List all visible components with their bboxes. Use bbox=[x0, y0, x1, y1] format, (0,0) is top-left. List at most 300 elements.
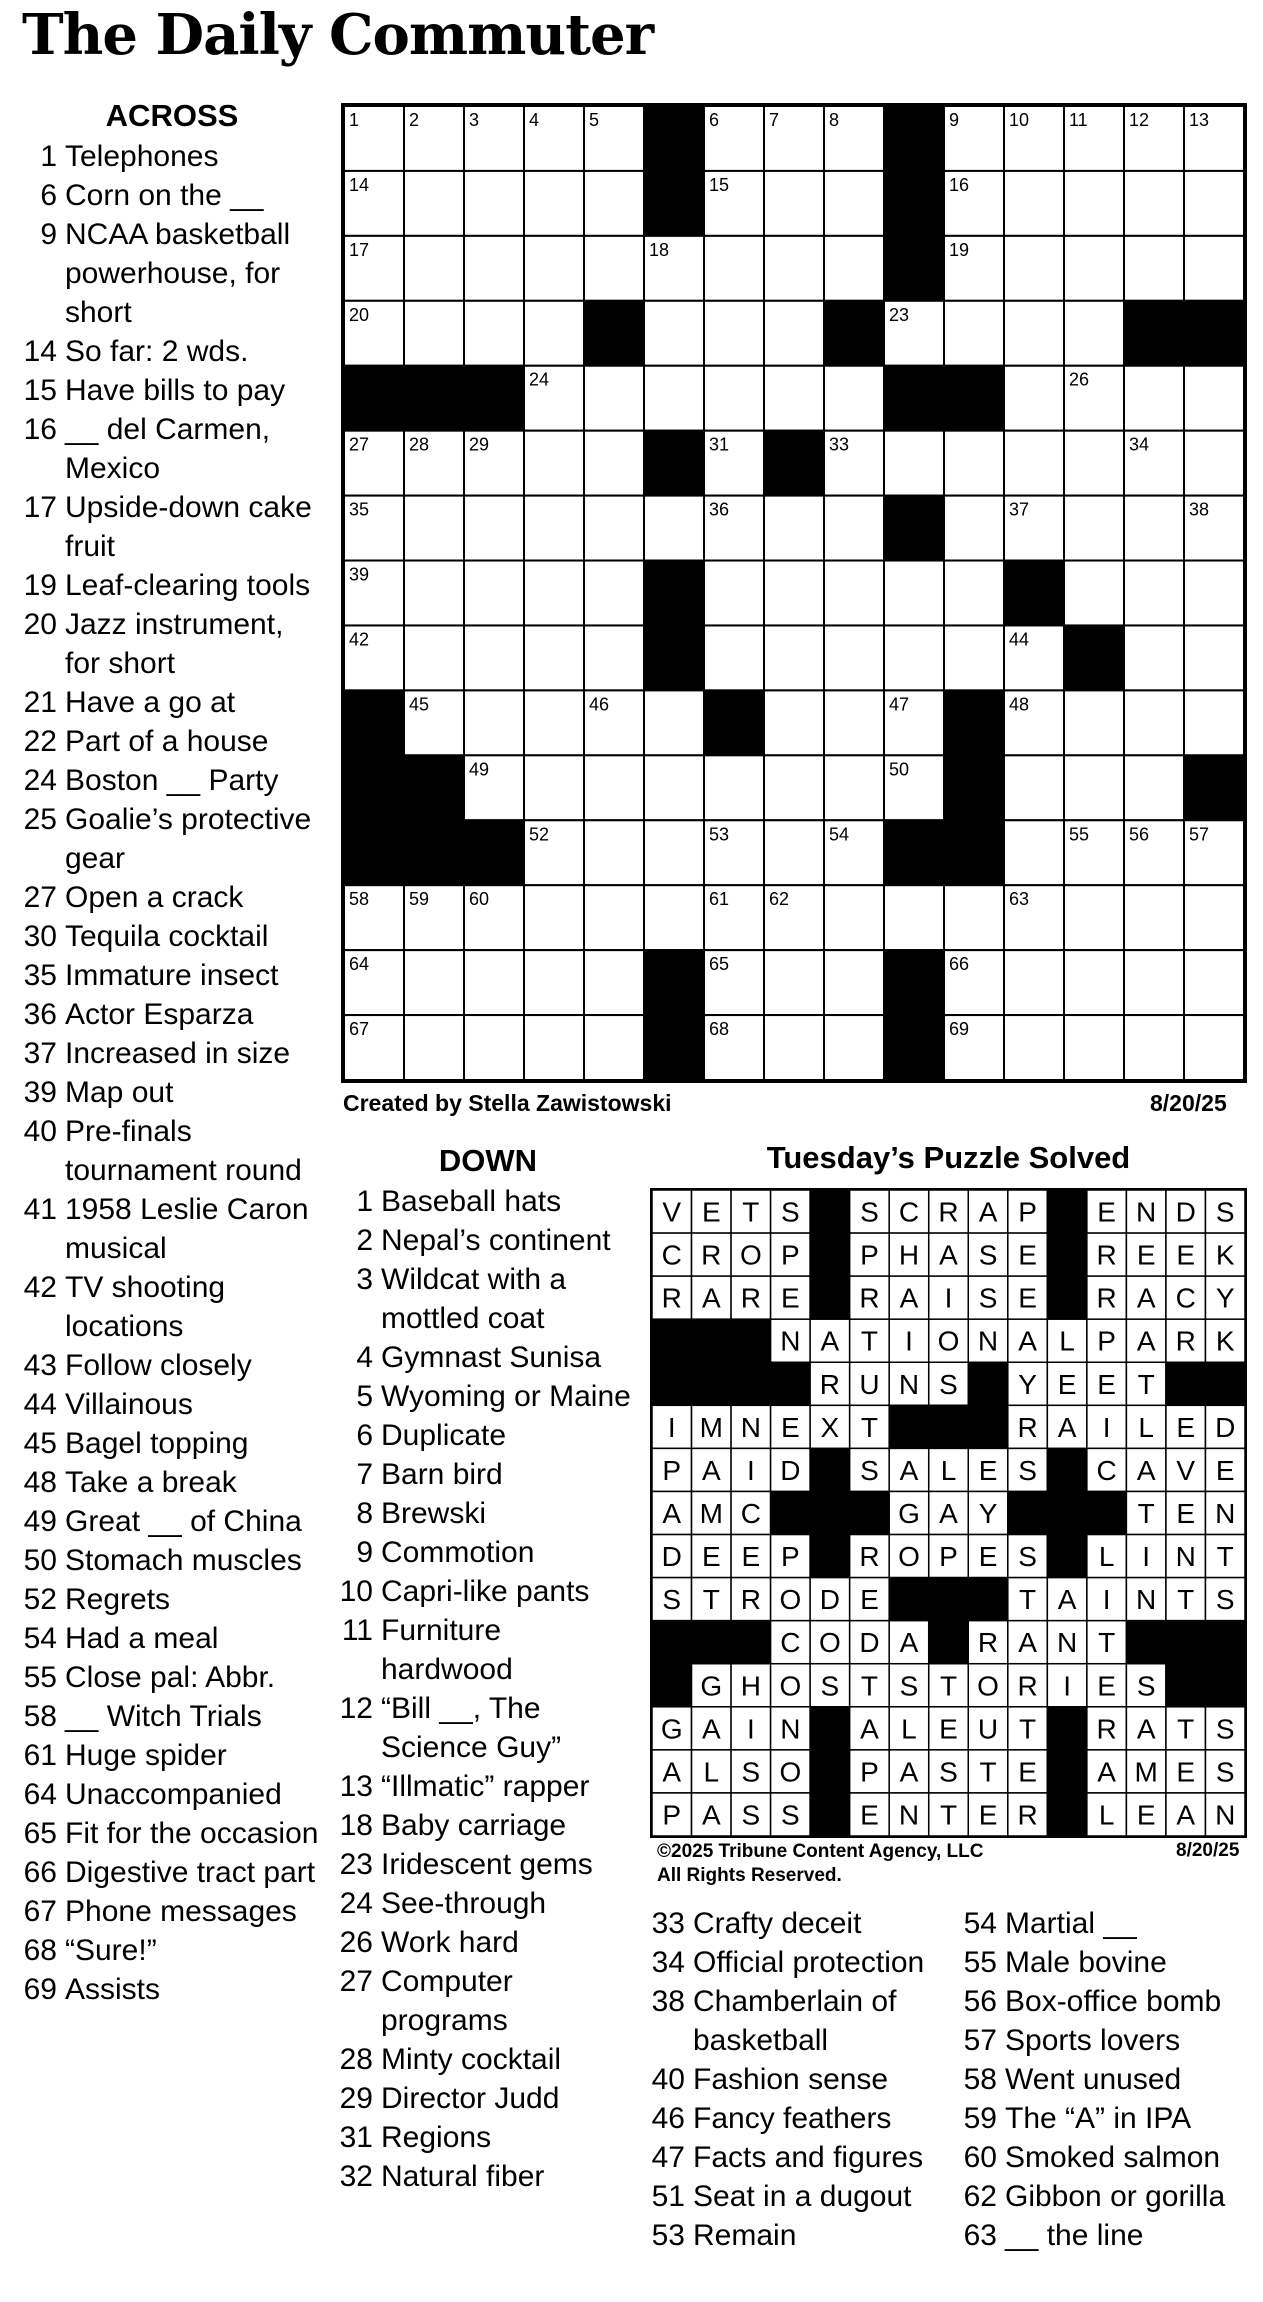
grid-cell[interactable] bbox=[1064, 431, 1124, 496]
solved-letter: T bbox=[1216, 1541, 1234, 1573]
clue-number: 37 bbox=[23, 1037, 57, 1070]
solved-letter: S bbox=[860, 1196, 879, 1228]
cell-number: 16 bbox=[949, 174, 970, 195]
solved-letter: R bbox=[740, 1584, 761, 1616]
clue-text: Duplicate bbox=[381, 1419, 507, 1452]
grid-cell[interactable] bbox=[1064, 690, 1124, 755]
grid-cell[interactable] bbox=[944, 431, 1004, 496]
cell-number: 22 bbox=[829, 304, 850, 325]
down-clues bbox=[338, 1142, 638, 2196]
grid-cell[interactable] bbox=[704, 236, 764, 301]
solved-letter: L bbox=[1098, 1799, 1115, 1831]
solved-letter: R bbox=[859, 1541, 880, 1573]
cell-number: 5 bbox=[589, 110, 600, 130]
clue-number: 3 bbox=[356, 1263, 373, 1296]
grid-cell[interactable] bbox=[464, 236, 524, 301]
clue-number: 68 bbox=[23, 1934, 57, 1967]
clue-number: 15 bbox=[23, 374, 57, 407]
solved-letter: T bbox=[1098, 1627, 1116, 1659]
clue-item bbox=[22, 917, 322, 956]
grid-cell[interactable] bbox=[1064, 496, 1124, 561]
cell-number: 28 bbox=[409, 434, 430, 455]
cell-number: 58 bbox=[349, 889, 370, 910]
grid-cell[interactable] bbox=[764, 755, 824, 820]
grid-cell[interactable] bbox=[704, 561, 764, 626]
grid-cell[interactable] bbox=[944, 561, 1004, 626]
solved-letter: N bbox=[740, 1411, 761, 1443]
clue-number: 31 bbox=[339, 2121, 373, 2154]
solved-letter: V bbox=[662, 1196, 682, 1228]
grid-cell[interactable] bbox=[404, 496, 464, 561]
across-heading: ACROSS bbox=[105, 98, 239, 133]
grid-cell[interactable] bbox=[404, 171, 464, 236]
black-square bbox=[344, 820, 404, 885]
cell-number: 66 bbox=[949, 954, 970, 975]
clue-text: Unaccompanied bbox=[65, 1778, 282, 1811]
cell-number: 1 bbox=[349, 110, 360, 130]
grid-cell[interactable] bbox=[524, 431, 584, 496]
solved-letter: T bbox=[1019, 1713, 1037, 1745]
cell-number: 31 bbox=[709, 434, 730, 455]
grid-cell[interactable] bbox=[1004, 755, 1064, 820]
solved-letter: E bbox=[978, 1799, 998, 1831]
grid-cell[interactable] bbox=[824, 366, 884, 431]
grid-cell[interactable] bbox=[1184, 625, 1244, 690]
solved-black-square bbox=[889, 1578, 929, 1621]
solved-letter: S bbox=[1215, 1196, 1235, 1228]
grid-cell[interactable] bbox=[704, 301, 764, 366]
clue-number: 55 bbox=[23, 1661, 57, 1694]
solved-letter: D bbox=[859, 1627, 880, 1659]
solved-letter: E bbox=[1136, 1799, 1156, 1831]
grid-cell[interactable] bbox=[644, 366, 704, 431]
clue-item bbox=[22, 1931, 322, 1970]
grid-cell[interactable] bbox=[1004, 301, 1064, 366]
grid-cell[interactable] bbox=[764, 496, 824, 561]
cell-number: 29 bbox=[469, 434, 490, 455]
grid-cell[interactable] bbox=[824, 561, 884, 626]
grid-cell[interactable] bbox=[884, 561, 944, 626]
grid-cell[interactable] bbox=[524, 496, 584, 561]
clue-item bbox=[22, 488, 322, 566]
solved-black-square bbox=[731, 1362, 771, 1405]
solved-letter: M bbox=[699, 1411, 723, 1443]
grid-cell[interactable] bbox=[584, 366, 644, 431]
clue-text: Leaf-clearing tools bbox=[65, 569, 311, 602]
cell-number: 6 bbox=[709, 110, 720, 130]
solved-black-square bbox=[771, 1491, 811, 1534]
grid-cell[interactable] bbox=[764, 690, 824, 755]
solved-letter: R bbox=[1096, 1713, 1117, 1745]
grid-cell[interactable] bbox=[584, 236, 644, 301]
copyright-line: ©2025 Tribune Content Agency, LLC bbox=[657, 1841, 984, 1862]
solved-black-square bbox=[1047, 1535, 1087, 1578]
grid-cell[interactable] bbox=[464, 301, 524, 366]
clue-text: Wildcat with a mottled coat bbox=[381, 1263, 567, 1335]
grid-cell[interactable] bbox=[1124, 625, 1184, 690]
cell-number: 38 bbox=[1189, 499, 1210, 520]
grid-cell[interactable] bbox=[824, 755, 884, 820]
clue-number: 29 bbox=[339, 2082, 373, 2115]
solved-letter: P bbox=[662, 1799, 682, 1831]
solved-letter: R bbox=[1017, 1670, 1038, 1702]
clue-item bbox=[338, 1455, 638, 1494]
clue-text: __ the line bbox=[1005, 2219, 1144, 2252]
grid-cell[interactable] bbox=[464, 950, 524, 1015]
solved-letter: S bbox=[662, 1584, 682, 1616]
puzzle-credit: Created by Stella Zawistowski bbox=[343, 1090, 672, 1116]
grid-cell[interactable] bbox=[644, 690, 704, 755]
clue-number: 51 bbox=[651, 2180, 685, 2213]
grid-cell[interactable] bbox=[1004, 171, 1064, 236]
clue-text: Regrets bbox=[65, 1583, 171, 1616]
clue-text: Digestive tract part bbox=[65, 1856, 316, 1889]
grid-cell[interactable] bbox=[404, 625, 464, 690]
grid-cell[interactable] bbox=[764, 950, 824, 1015]
clue-item bbox=[22, 1970, 322, 2009]
clue-item bbox=[962, 1904, 1262, 1943]
grid-cell[interactable] bbox=[584, 625, 644, 690]
grid-cell[interactable] bbox=[1064, 1015, 1124, 1080]
grid-cell[interactable] bbox=[1124, 366, 1184, 431]
clue-number: 54 bbox=[963, 1907, 997, 1940]
grid-cell[interactable] bbox=[1004, 431, 1064, 496]
solved-letter: C bbox=[740, 1498, 761, 1529]
grid-cell[interactable] bbox=[644, 301, 704, 366]
clue-text: Boston __ Party bbox=[65, 764, 279, 797]
grid-cell[interactable] bbox=[1124, 561, 1184, 626]
grid-cell[interactable] bbox=[764, 366, 824, 431]
solved-letter: Y bbox=[1215, 1282, 1235, 1314]
grid-cell[interactable] bbox=[824, 625, 884, 690]
grid-cell[interactable] bbox=[1004, 236, 1064, 301]
newspaper-title: The Daily Commuter bbox=[22, 2, 654, 68]
cell-number: 10 bbox=[1009, 110, 1030, 130]
grid-cell[interactable] bbox=[404, 561, 464, 626]
grid-cell[interactable] bbox=[704, 625, 764, 690]
clue-number: 43 bbox=[23, 1349, 57, 1382]
clue-text: Great __ of China bbox=[65, 1505, 302, 1538]
grid-cell[interactable] bbox=[584, 171, 644, 236]
grid-cell[interactable] bbox=[824, 1015, 884, 1080]
solved-black-square bbox=[1047, 1276, 1087, 1319]
grid-cell[interactable] bbox=[644, 496, 704, 561]
clue-number: 64 bbox=[23, 1778, 57, 1811]
grid-cell[interactable] bbox=[584, 820, 644, 885]
grid-cell[interactable] bbox=[704, 366, 764, 431]
clue-text: Facts and figures bbox=[693, 2141, 924, 2174]
cell-number: 43 bbox=[649, 629, 670, 650]
solved-letter: L bbox=[1059, 1325, 1075, 1357]
grid-cell[interactable] bbox=[944, 885, 1004, 950]
grid-cell[interactable] bbox=[764, 301, 824, 366]
clue-text: So far: 2 wds. bbox=[65, 335, 249, 368]
solved-letter: G bbox=[898, 1498, 920, 1529]
solved-letter: O bbox=[779, 1756, 802, 1788]
solved-letter: E bbox=[1176, 1756, 1196, 1788]
grid-cell[interactable] bbox=[524, 561, 584, 626]
clue-number: 22 bbox=[23, 725, 57, 758]
solved-letter: S bbox=[1215, 1713, 1235, 1745]
grid-cell[interactable] bbox=[1184, 431, 1244, 496]
grid-cell[interactable] bbox=[584, 950, 644, 1015]
grid-cell[interactable] bbox=[1184, 950, 1244, 1015]
clue-number: 7 bbox=[356, 1458, 373, 1491]
grid-cell[interactable] bbox=[824, 496, 884, 561]
clue-text: Gymnast Sunisa bbox=[381, 1341, 602, 1374]
cell-number: 63 bbox=[1009, 889, 1030, 910]
grid-cell[interactable] bbox=[644, 885, 704, 950]
grid-cell[interactable] bbox=[584, 755, 644, 820]
grid-cell[interactable] bbox=[1124, 690, 1184, 755]
solved-black-square bbox=[1205, 1621, 1245, 1664]
clue-item bbox=[338, 1338, 638, 1377]
clue-item bbox=[338, 1962, 638, 2040]
grid-cell[interactable] bbox=[464, 171, 524, 236]
clue-text: Telephones bbox=[65, 140, 219, 173]
grid-cell[interactable] bbox=[944, 625, 1004, 690]
clue-text: Minty cocktail bbox=[381, 2043, 562, 2076]
grid-cell[interactable] bbox=[1124, 885, 1184, 950]
clue-number: 27 bbox=[23, 881, 57, 914]
grid-cell[interactable] bbox=[944, 301, 1004, 366]
solved-letter: P bbox=[662, 1454, 682, 1486]
grid-cell[interactable] bbox=[1064, 236, 1124, 301]
grid-cell[interactable] bbox=[464, 625, 524, 690]
grid-cell[interactable] bbox=[644, 755, 704, 820]
grid-cell[interactable] bbox=[1004, 366, 1064, 431]
solved-letter: E bbox=[1018, 1282, 1037, 1314]
clue-text: Upside-down cake fruit bbox=[65, 491, 312, 563]
grid-cell[interactable] bbox=[524, 625, 584, 690]
clue-text: Work hard bbox=[381, 1926, 519, 1959]
grid-cell[interactable] bbox=[1004, 1015, 1064, 1080]
clue-number: 11 bbox=[341, 1614, 373, 1647]
grid-cell[interactable] bbox=[824, 171, 884, 236]
cell-number: 41 bbox=[1009, 564, 1030, 585]
solved-black-square bbox=[652, 1362, 692, 1405]
black-square bbox=[644, 106, 704, 171]
grid-cell[interactable] bbox=[524, 885, 584, 950]
grid-cell[interactable] bbox=[1124, 496, 1184, 561]
grid-cell[interactable] bbox=[524, 301, 584, 366]
solved-letter: H bbox=[740, 1670, 761, 1702]
grid-cell[interactable] bbox=[1004, 820, 1064, 885]
grid-cell[interactable] bbox=[524, 236, 584, 301]
clue-number: 9 bbox=[40, 218, 57, 251]
grid-cell[interactable] bbox=[1184, 561, 1244, 626]
grid-cell[interactable] bbox=[1124, 755, 1184, 820]
grid-cell[interactable] bbox=[1184, 885, 1244, 950]
solved-letter: N bbox=[1136, 1584, 1157, 1616]
clue-text: “Sure!” bbox=[65, 1934, 157, 1967]
clue-item bbox=[22, 1112, 322, 1190]
grid-cell[interactable] bbox=[764, 625, 824, 690]
solved-black-square bbox=[652, 1621, 692, 1664]
solved-letter: E bbox=[1176, 1411, 1196, 1443]
grid-cell[interactable] bbox=[1124, 950, 1184, 1015]
grid-cell[interactable] bbox=[524, 171, 584, 236]
grid-cell[interactable] bbox=[464, 561, 524, 626]
solved-letter: N bbox=[1215, 1498, 1236, 1529]
clue-text: Fashion sense bbox=[693, 2063, 889, 2096]
grid-cell[interactable] bbox=[764, 561, 824, 626]
grid-cell[interactable] bbox=[584, 1015, 644, 1080]
solved-black-square bbox=[810, 1750, 850, 1793]
grid-cell[interactable] bbox=[1064, 950, 1124, 1015]
solved-letter: A bbox=[701, 1282, 721, 1314]
solved-letter: S bbox=[939, 1756, 958, 1788]
grid-cell[interactable] bbox=[1184, 171, 1244, 236]
grid-cell[interactable] bbox=[1184, 366, 1244, 431]
solved-puzzle-title: Tuesday’s Puzzle Solved bbox=[766, 1140, 1131, 1175]
solved-letter: A bbox=[1136, 1454, 1156, 1486]
clue-item bbox=[962, 2060, 1262, 2099]
cell-number: 24 bbox=[529, 369, 550, 390]
black-square bbox=[884, 820, 944, 885]
solved-letter: L bbox=[703, 1756, 720, 1788]
black-square bbox=[404, 820, 464, 885]
solved-letter: R bbox=[1096, 1282, 1117, 1314]
grid-cell[interactable] bbox=[1064, 561, 1124, 626]
cell-number: 26 bbox=[1069, 369, 1090, 390]
clue-item bbox=[22, 1268, 322, 1346]
grid-cell[interactable] bbox=[1124, 236, 1184, 301]
clue-number: 33 bbox=[651, 1907, 685, 1940]
grid-cell[interactable] bbox=[824, 236, 884, 301]
solved-letter: S bbox=[978, 1239, 998, 1271]
grid-cell[interactable] bbox=[1124, 1015, 1184, 1080]
grid-cell[interactable] bbox=[764, 171, 824, 236]
grid-cell[interactable] bbox=[524, 950, 584, 1015]
grid-cell[interactable] bbox=[524, 755, 584, 820]
across-clues bbox=[22, 97, 322, 2009]
clue-text: Have bills to pay bbox=[65, 374, 286, 407]
clue-text: The “A” in IPA bbox=[1005, 2102, 1192, 2135]
solved-letter: T bbox=[860, 1411, 878, 1443]
cell-number: 59 bbox=[409, 889, 430, 910]
clue-item bbox=[650, 2216, 950, 2255]
clue-text: TV shooting locations bbox=[65, 1271, 226, 1343]
grid-cell[interactable] bbox=[1064, 171, 1124, 236]
cell-number: 54 bbox=[829, 824, 850, 845]
solved-black-square bbox=[1166, 1664, 1206, 1707]
solved-letter: N bbox=[898, 1368, 920, 1400]
cell-number: 36 bbox=[709, 499, 730, 520]
solved-letter: T bbox=[979, 1756, 997, 1788]
clue-item bbox=[22, 878, 322, 917]
grid-cell[interactable] bbox=[764, 236, 824, 301]
clue-number: 58 bbox=[963, 2063, 997, 2096]
grid-cell[interactable] bbox=[584, 561, 644, 626]
grid-cell[interactable] bbox=[464, 690, 524, 755]
grid-cell[interactable] bbox=[464, 1015, 524, 1080]
grid-cell[interactable] bbox=[1124, 171, 1184, 236]
clue-item bbox=[22, 410, 322, 488]
clue-item bbox=[22, 1619, 322, 1658]
black-square bbox=[884, 950, 944, 1015]
grid-cell[interactable] bbox=[464, 496, 524, 561]
black-square bbox=[704, 690, 764, 755]
cell-number: 9 bbox=[949, 110, 960, 130]
clue-text: Iridescent gems bbox=[381, 1848, 593, 1881]
grid-cell[interactable] bbox=[764, 1015, 824, 1080]
clue-number: 20 bbox=[23, 608, 57, 641]
cell-number: 55 bbox=[1069, 824, 1090, 845]
grid-cell[interactable] bbox=[584, 431, 644, 496]
clue-number: 14 bbox=[23, 335, 57, 368]
solved-letter: C bbox=[1175, 1282, 1196, 1314]
grid-cell[interactable] bbox=[884, 431, 944, 496]
cell-number: 7 bbox=[769, 110, 780, 130]
solved-letter: H bbox=[898, 1239, 920, 1271]
grid-cell[interactable] bbox=[1184, 1015, 1244, 1080]
grid-cell[interactable] bbox=[524, 1015, 584, 1080]
grid-cell[interactable] bbox=[1184, 236, 1244, 301]
clue-text: Box-office bomb bbox=[1005, 1985, 1222, 2018]
clue-number: 52 bbox=[23, 1583, 57, 1616]
solved-letter: E bbox=[781, 1411, 800, 1443]
clue-text: Gibbon or gorilla bbox=[1005, 2180, 1226, 2213]
grid-cell[interactable] bbox=[944, 496, 1004, 561]
grid-cell[interactable] bbox=[524, 690, 584, 755]
grid-cell[interactable] bbox=[404, 301, 464, 366]
grid-cell[interactable] bbox=[824, 885, 884, 950]
clue-text: Goalie’s protective gear bbox=[65, 803, 312, 875]
grid-cell[interactable] bbox=[404, 950, 464, 1015]
clue-text: Baseball hats bbox=[381, 1185, 562, 1218]
grid-cell[interactable] bbox=[404, 1015, 464, 1080]
solved-letter: T bbox=[1137, 1368, 1155, 1400]
solved-letter: C bbox=[898, 1196, 920, 1228]
grid-cell[interactable] bbox=[404, 236, 464, 301]
solved-letter: R bbox=[938, 1196, 959, 1228]
grid-cell[interactable] bbox=[584, 885, 644, 950]
cell-number: 39 bbox=[349, 564, 370, 585]
solved-letter: T bbox=[1137, 1498, 1155, 1529]
grid-cell[interactable] bbox=[1064, 755, 1124, 820]
clue-text: Capri-like pants bbox=[381, 1575, 590, 1608]
solved-letter: E bbox=[1176, 1498, 1196, 1529]
solved-black-square bbox=[929, 1578, 969, 1621]
grid-cell[interactable] bbox=[824, 950, 884, 1015]
solved-letter: K bbox=[1215, 1325, 1235, 1357]
grid-cell[interactable] bbox=[764, 820, 824, 885]
clue-text: Computer programs bbox=[381, 1965, 513, 2037]
clue-text: Natural fiber bbox=[381, 2160, 545, 2193]
cell-number: 68 bbox=[709, 1019, 730, 1040]
grid-cell[interactable] bbox=[1064, 885, 1124, 950]
grid-cell[interactable] bbox=[824, 690, 884, 755]
grid-cell[interactable] bbox=[884, 885, 944, 950]
black-square bbox=[884, 1015, 944, 1080]
cell-number: 53 bbox=[709, 824, 730, 845]
crossword-grid-svg bbox=[344, 106, 1244, 1080]
grid-cell[interactable] bbox=[1004, 950, 1064, 1015]
black-square bbox=[404, 755, 464, 820]
solved-letter: R bbox=[1096, 1239, 1117, 1271]
grid-cell[interactable] bbox=[1184, 690, 1244, 755]
clue-number: 34 bbox=[651, 1946, 685, 1979]
grid-cell[interactable] bbox=[884, 625, 944, 690]
clue-text: Map out bbox=[65, 1076, 174, 1109]
grid-cell[interactable] bbox=[704, 755, 764, 820]
grid-cell[interactable] bbox=[644, 820, 704, 885]
grid-cell[interactable] bbox=[584, 496, 644, 561]
grid-cell[interactable] bbox=[1064, 301, 1124, 366]
solved-black-square bbox=[1205, 1664, 1245, 1707]
solved-black-square bbox=[810, 1276, 850, 1319]
